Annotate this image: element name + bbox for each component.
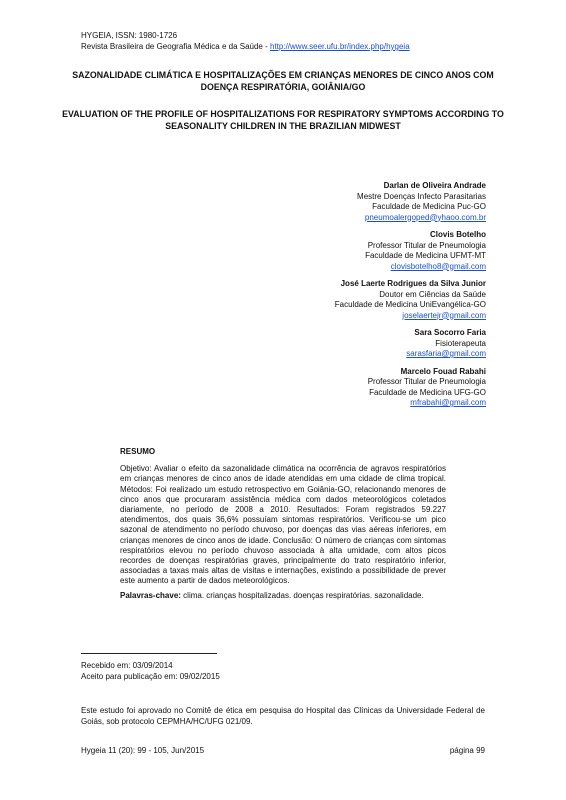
title-english: EVALUATION OF THE PROFILE OF HOSPITALIZATIONS FOR RESPIRATORY SYMPTOMS ACCORDING TO SEASONALITY CHILDREN IN THE BRAZILIAN MIDWEST [62,109,504,131]
abstract-section [120,447,446,601]
abstract-body: Objetivo: Avaliar o efeito da sazonalidade climática na ocorrência de agravos respiratórios em crianças menores de cinco anos de idade atendidas em uma cidade de clima tropical. Métodos: Foi realizado um estudo retrospectivo em Goiânia-GO, relacionando menores de cinco anos que procuraram assistência médica com dados meteorológicos coletados diariamente, no período de 2008 a 2010. Resultados: Foram registrados 59.227 atendimentos, dos quais 36,6% possuíam sintomas respiratórios. Verificou-se um pico sazonal de atendimento no período chuvoso, por doenças das vias aéreas inferiores, em crianças menores de cinco anos de idade. Conclusão: O número de crianças com sintomas respiratórios elevou no período chuvoso associada à alta umidade, com altos picos recordes de doenças respiratórias graves, principalmente do trato respiratório inferior, associadas a taxas mais altas de visitas e internações, existindo a possibilidade de prever este aumento a partir de dados meteorológicos. [120,464,446,586]
author-name: Darlan de Oliveira Andrade [383,181,486,190]
journal-name-line [81,41,410,52]
author-affiliation: Faculdade de Medicina Puc-GO [372,202,486,211]
author-block [166,230,486,272]
journal-url-link[interactable]: http://www.seer.ufu.br/index.php/hygeia [270,42,410,51]
author-role: Professor Titular de Pneumologia [367,377,486,386]
page-number: página 99 [449,746,485,755]
author-name: Marcelo Fouad Rabahi [400,366,486,376]
author-block [166,181,486,223]
footnote-divider [81,653,217,654]
received-date: Recebido em: 03/09/2014 [81,661,173,670]
author-role: Mestre Doenças Infecto Parasitarias [357,191,486,201]
accepted-date: Aceito para publicação em: 09/02/2015 [81,672,220,681]
author-email-link[interactable]: mfrabahi@gmail.com [410,398,486,407]
title-portuguese: SAZONALIDADE CLIMÁTICA E HOSPITALIZAÇÕES EM CRIANÇAS MENORES DE CINCO ANOS COM DOENÇA RESPIRATÓRIA, GOIÂNIA/GO [72,70,494,92]
author-email-link[interactable]: clovisbotelho8@gmail.com [390,261,486,271]
journal-header [81,30,410,52]
author-name: Sara Socorro Faria [414,328,486,337]
author-role: Professor Titular de Pneumologia [367,240,486,250]
author-email-link[interactable]: joselaertejr@gmail.com [402,310,486,320]
abstract-heading: RESUMO [120,447,156,456]
author-email-link[interactable]: pneumoalergoped@yhaoo.com.br [364,212,486,222]
author-name: José Laerte Rodrigues da Silva Junior [340,279,486,288]
author-affiliation: Faculdade de Medicina UniEvangélica-GO [334,300,486,309]
keywords-line [120,591,446,601]
author-email-link[interactable]: sarasfaria@gmail.com [406,349,486,358]
author-role: Fisioterapeuta [435,338,486,348]
journal-name: Revista Brasileira de Geografia Médica e da Saúde - [81,42,270,51]
author-block [166,328,486,360]
journal-issn: HYGEIA, ISSN: 1980-1726 [81,31,178,40]
ethics-note: Este estudo foi aprovado no Comitê de ética em pesquisa do Hospital das Clínicas da Universidade Federal de Goiás, sob protocolo CEPMHA/HC/UFG 021/09. [81,706,485,726]
keywords-text: clima. crianças hospitalizadas. doenças respiratórias. sazonalidade. [180,590,424,600]
author-list [166,181,486,416]
author-affiliation: Faculdade de Medicina UFMT-MT [365,251,486,260]
author-role: Doutor em Ciências da Saúde [379,289,486,299]
author-block [166,367,486,409]
keywords-label: Palavras-chave: [120,590,181,600]
footer-citation: Hygeia 11 (20): 99 - 105, Jun/2015 [81,746,205,755]
author-affiliation: Faculdade de Medicina UFG-GO [369,387,486,397]
author-name: Clovis Botelho [429,230,486,239]
submission-dates [81,660,220,682]
author-block [166,279,486,321]
